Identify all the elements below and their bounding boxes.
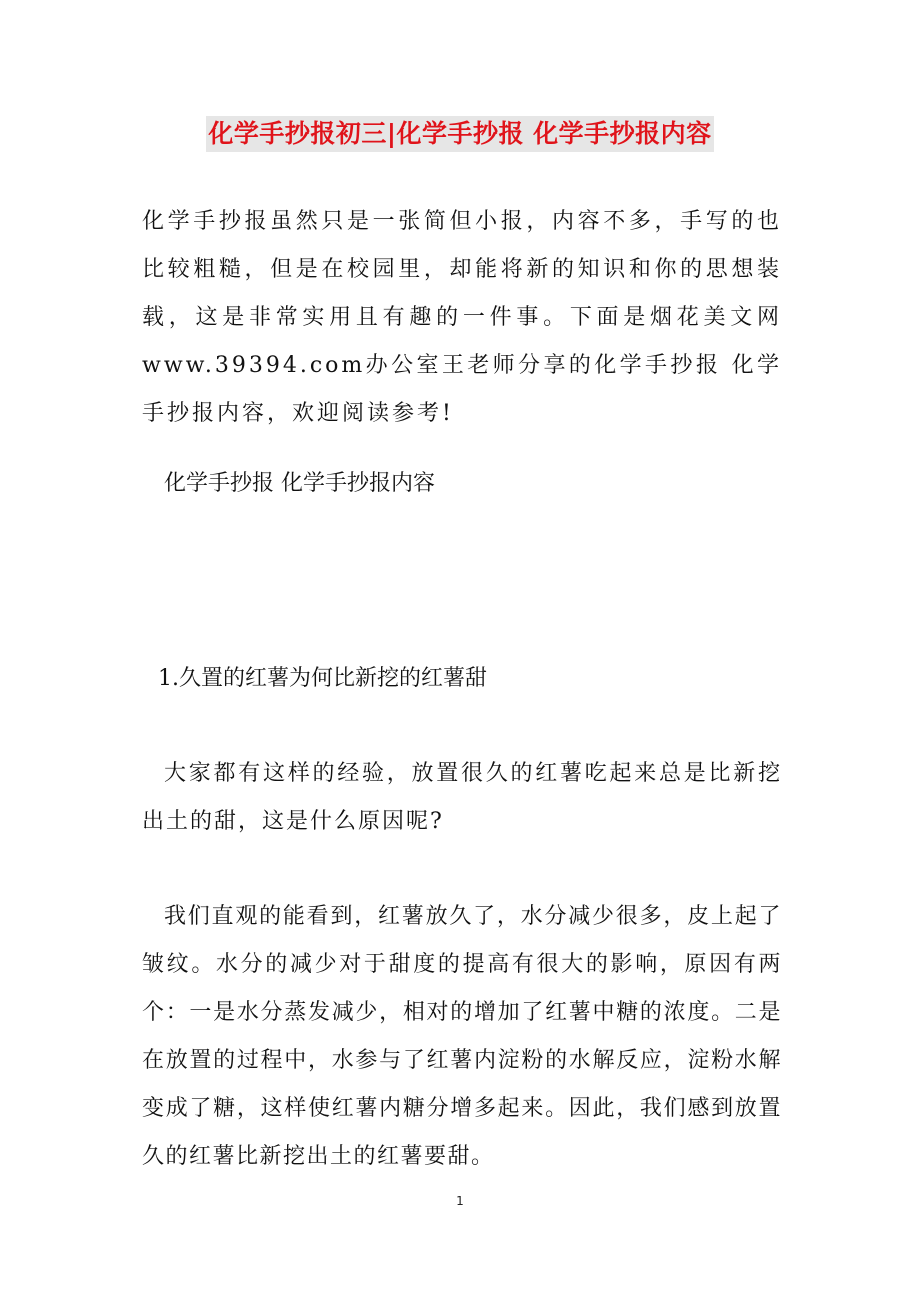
document-title xyxy=(0,116,920,152)
section-heading: 1.久置的红薯为何比新挖的红薯甜 xyxy=(158,666,487,691)
intro-paragraph: 化学手抄报虽然只是一张简但小报，内容不多，手写的也比较粗糙，但是在校园里，却能将新的知识和你的思想装载，这是非常实用且有趣的一件事。下面是烟花美文网www.39394.com办公室王老师分享的化学手抄报 化学手抄报内容，欢迎阅读参考! xyxy=(142,209,782,426)
subheading: 化学手抄报 化学手抄报内容 xyxy=(164,471,435,496)
body-paragraph-1: 大家都有这样的经验，放置很久的红薯吃起来总是比新挖出土的甜，这是什么原因呢? xyxy=(142,761,782,834)
page-number: 1 xyxy=(456,1194,464,1208)
body-paragraph-2: 我们直观的能看到，红薯放久了，水分减少很多，皮上起了皱纹。水分的减少对于甜度的提高有很大的影响，原因有两个：一是水分蒸发减少，相对的增加了红薯中糖的浓度。二是在放置的过程中，水参与了红薯内淀粉的水解反应，淀粉水解变成了糖，这样使红薯内糖分增多起来。因此，我们感到放置久的红薯比新挖出土的红薯要甜。 xyxy=(142,904,782,1169)
document-title-text: 化学手抄报初三|化学手抄报 化学手抄报内容 xyxy=(206,116,713,152)
